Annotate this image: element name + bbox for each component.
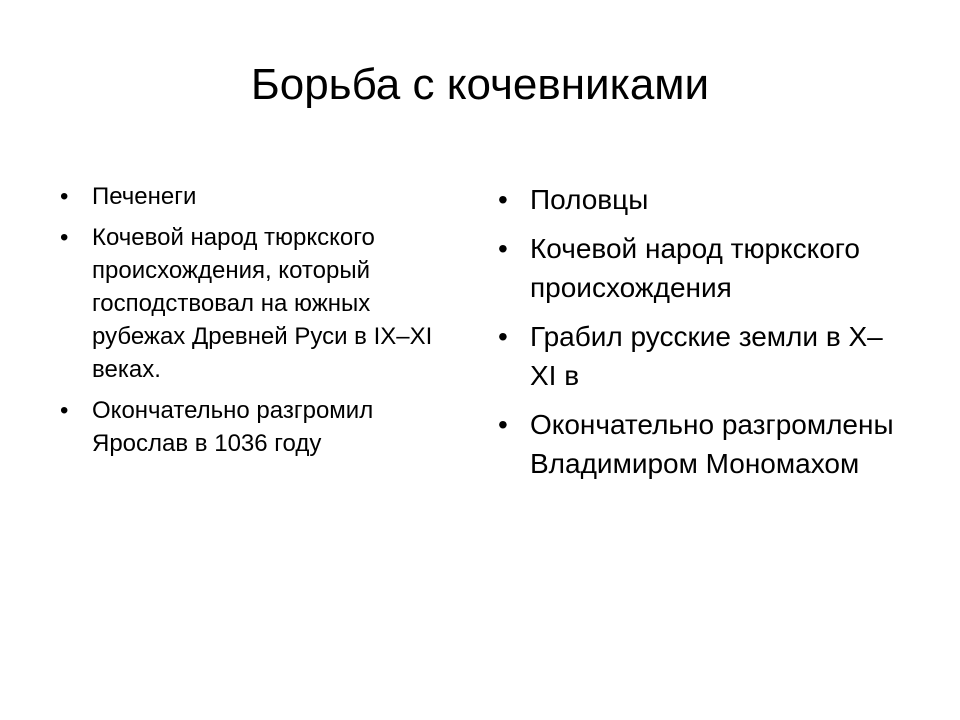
bullet-icon: • [60,183,69,210]
list-item-polovtsy-defeat [496,405,896,483]
list-item-polovtsy [496,180,896,219]
list-item-text: Половцы [530,184,649,215]
list-item-text: Окончательно разгромлены Владимиром Мономахом [530,409,894,479]
right-bullet-list [496,180,896,493]
list-item-text: Кочевой народ тюркского происхождения [530,233,860,303]
list-item-text: Грабил русские земли в X–XI в [530,321,883,391]
list-item-text: Печенеги [92,183,197,210]
bullet-icon: • [498,233,508,264]
slide-title: Борьба с кочевниками [250,60,710,109]
left-bullet-list [58,180,458,468]
list-item-pechenegi [58,180,458,213]
list-item-polovtsy-description [496,229,896,307]
list-item-pechenegi-defeat [58,394,458,460]
bullet-icon: • [498,321,508,352]
bullet-icon: • [60,224,69,251]
list-item-pechenegi-description [58,221,458,386]
bullet-icon: • [60,397,69,424]
bullet-icon: • [498,184,508,215]
list-item-text: Окончательно разгромил Ярослав в 1036 году [92,397,374,457]
list-item-text: Кочевой народ тюркского происхождения, который господствовал на южных рубежах Древней Руси в IX–XI веках. [92,224,433,383]
bullet-icon: • [498,409,508,440]
list-item-polovtsy-raids [496,317,896,395]
